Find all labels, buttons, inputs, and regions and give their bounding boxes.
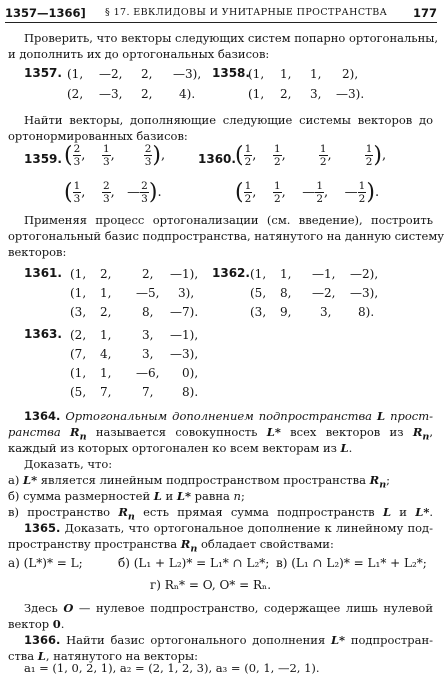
intro1-line1: Проверить, что векторы следующих систем попарно ортогональны,: [24, 31, 439, 45]
p1364-item-a: а) L* является линейным подпространством пространства $R_n$;: [8, 473, 391, 491]
intro3-line3: векторов:: [8, 245, 67, 259]
vector-1360-2: ( $\frac{1}{2}$ , $\frac{1}{2}$ , — $\frac{1}{2}$ , — $\frac{1}{2}$ ).: [235, 180, 380, 205]
vector-1363-2: (7, 4, 3, —3),: [70, 347, 199, 361]
p1366-line1: 1366. Найти базис ортогонального дополнения L* подпростран-: [24, 633, 434, 647]
header-section-title: § 17. ЕВКЛИДОВЫ И УНИТАРНЫЕ ПРОСТРАНСТВА: [105, 7, 388, 18]
p1364-item-b: б) сумма размерностей L и L* равна n;: [8, 489, 245, 503]
vector-1363-3: (1, 1, —6, 0),: [70, 366, 199, 380]
vector-1362-3: (3, 9, 3, 8).: [250, 305, 375, 319]
problem-number-1361: 1361.: [24, 266, 62, 280]
problem-number-1359: 1359.: [24, 152, 62, 166]
p1364-line1: 1364. Ортогональным дополнением подпространства L прост-: [24, 409, 434, 423]
zero-note-line1: Здесь O — нулевое подпространство, содержащее лишь нулевой: [24, 601, 434, 615]
p1365-formula-a: а) (L*)* = L;: [8, 556, 83, 570]
p1365-formula-c: в) (L₁ ∩ L₂)* = L₁* + L₂*;: [276, 556, 427, 570]
header-rule: [5, 22, 437, 23]
intro1-line2: и дополнить их до ортогональных базисов:: [8, 47, 270, 61]
problem-number-1357: 1357.: [24, 66, 62, 80]
problem-number-1358: 1358.: [212, 66, 250, 80]
vector-1362-1: (1, 1, —1, —2),: [250, 267, 379, 281]
intro3-line2: ортогональный базис подпространства, натянутого на данную систему: [8, 229, 445, 243]
header-problem-range: 1357—1366]: [5, 6, 86, 20]
vector-1358-1: (1, 1, 1, 2),: [248, 67, 359, 81]
vector-1363-1: (2, 1, 3, —1),: [70, 328, 199, 342]
zero-note-line2: вектор 0.: [8, 617, 65, 631]
p1365-line2: пространству пространства $R_n$ обладает свойствами:: [8, 537, 334, 555]
vector-1357-2: (2, —3, 2, 4).: [67, 87, 196, 101]
intro2-line2: ортонормированных базисов:: [8, 129, 188, 143]
intro3-line1: Применяя процесс ортогонализации (см. введение), построить: [24, 213, 433, 227]
vector-1362-2: (5, 8, —2, —3),: [250, 286, 379, 300]
problem-number-1360: 1360.: [198, 152, 236, 166]
page-number: 177: [412, 6, 437, 20]
vector-1359-2: ( $\frac{1}{3}$ , $\frac{2}{3}$ , — $\frac{2}{3}$ ).: [64, 180, 162, 205]
p1364-prove: Доказать, что:: [24, 457, 113, 471]
p1366-line2: ства L, натянутого на векторы:: [8, 649, 198, 663]
vector-1358-2: (1, 2, 3, —3).: [248, 87, 365, 101]
intro2-line1: Найти векторы, дополняющие следующие системы векторов до: [24, 113, 433, 127]
problem-number-1363: 1363.: [24, 327, 62, 341]
vector-1357-1: (1, —2, 2, —3),: [67, 67, 202, 81]
p1365-line1: 1365. Доказать, что ортогональное дополнение к линейному под-: [24, 521, 434, 535]
p1365-formula-g: г) Rₙ* = O, O* = Rₙ.: [150, 578, 272, 592]
p1366-vectors: a₁ = (1, 0, 2, 1), a₂ = (2, 1, 2, 3), a₃ = (0, 1, —2, 1).: [24, 661, 320, 675]
vector-1361-3: (3, 2, 8, —7).: [70, 305, 199, 319]
p1364-line2: ранства $R_n$ называется совокупность L* всех векторов из $R_n$,: [8, 425, 433, 443]
vector-1363-4: (5, 7, 7, 8).: [70, 385, 199, 399]
problem-number-1362: 1362.: [212, 266, 250, 280]
vector-1360-1: ( $\frac{1}{2}$ , $\frac{1}{2}$ , $\frac{1}{2}$ , $\frac{1}{2}$ ),: [235, 143, 387, 168]
running-header: [5, 6, 437, 22]
p1365-formula-b: б) (L₁ + L₂)* = L₁* ∩ L₂*;: [118, 556, 270, 570]
p1364-line3: каждый из которых ортогонален ко всем векторам из L.: [8, 441, 353, 455]
vector-1361-1: (1, 2, 2, —1),: [70, 267, 199, 281]
p1364-item-c: в) пространство $R_n$ есть прямая сумма подпространств L и L*.: [8, 505, 433, 523]
vector-1359-1: ( $\frac{2}{3}$ , $\frac{1}{3}$ , $\frac{2}{3}$ ),: [64, 143, 166, 168]
vector-1361-2: (1, 1, —5, 3),: [70, 286, 195, 300]
